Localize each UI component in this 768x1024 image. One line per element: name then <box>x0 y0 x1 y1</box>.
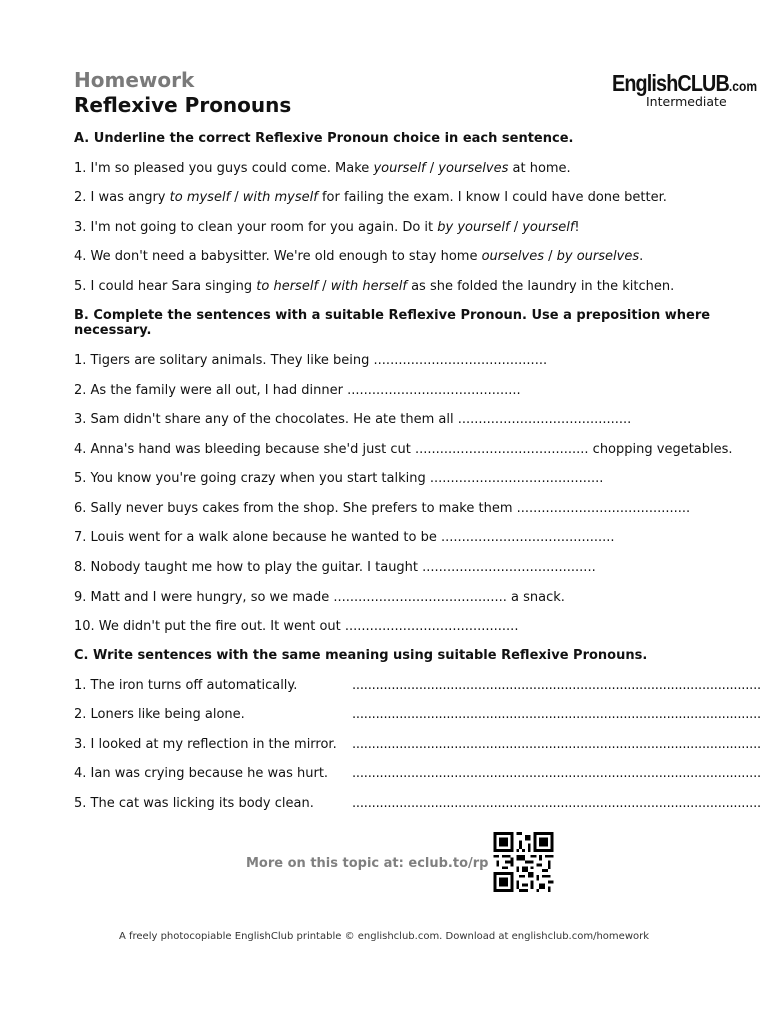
section-b-item: 4. Anna's hand was bleeding because she'd just cut .......................................... chopping vegetables. <box>74 442 733 457</box>
section-c-item <box>74 766 328 781</box>
section-c-question: 5. The cat was licking its body clean. <box>74 796 314 811</box>
section-b-item: 3. Sam didn't share any of the chocolates. He ate them all .......................................... <box>74 412 632 427</box>
section-a-item: 3. I'm not going to clean your room for you again. Do it by yourself / yourself! <box>74 220 580 235</box>
section-c-question: 2. Loners like being alone. <box>74 707 245 722</box>
section-a-heading: A. Underline the correct Reflexive Pronoun choice in each sentence. <box>74 131 574 146</box>
section-c-question: 4. Ian was crying because he was hurt. <box>74 766 329 781</box>
section-a-item: 2. I was angry to myself / with myself for failing the exam. I know I could have done better. <box>74 190 667 205</box>
section-b-heading: B. Complete the sentences with a suitable Reflexive Pronoun. Use a preposition where necessary. <box>74 308 711 338</box>
section-b-item: 5. You know you're going crazy when you start talking .......................................... <box>74 471 604 486</box>
more-topic-link[interactable]: More on this topic at: eclub.to/rp <box>246 856 489 871</box>
section-c-question: 1. The iron turns off automatically. <box>74 678 298 693</box>
answer-line: ........................................................................................................ <box>352 796 761 811</box>
answer-line: ........................................................................................................ <box>352 766 761 781</box>
footer-note: A freely photocopiable EnglishClub printable © englishclub.com. Download at englishclub.com/homework <box>118 931 650 942</box>
answer-line: ........................................................................................................ <box>352 678 761 693</box>
section-a-item: 1. I'm so pleased you guys could come. Make yourself / yourselves at home. <box>74 161 571 176</box>
section-b-item: 8. Nobody taught me how to play the guitar. I taught .......................................... <box>74 560 596 575</box>
section-b-item: 6. Sally never buys cakes from the shop. She prefers to make them .......................................... <box>74 501 691 516</box>
section-b-item: 10. We didn't put the fire out. It went out .......................................... <box>74 619 519 634</box>
logo-suffix: .com <box>728 78 758 94</box>
section-b-item: 9. Matt and I were hungry, so we made .......................................... a snack. <box>74 590 565 605</box>
answer-line: ........................................................................................................ <box>352 737 761 752</box>
section-b-item: 1. Tigers are solitary animals. They like being .......................................... <box>74 353 548 368</box>
section-c-item <box>74 707 245 722</box>
page-kicker: Homework <box>74 68 195 92</box>
qr-code-icon[interactable] <box>491 832 556 892</box>
answer-line: ........................................................................................................ <box>352 707 761 722</box>
section-c-item <box>74 796 314 811</box>
section-b-item: 7. Louis went for a walk alone because he wanted to be .......................................... <box>74 530 615 545</box>
level-label: Intermediate <box>646 94 727 109</box>
page-title: Reflexive Pronouns <box>74 93 292 117</box>
section-c-item <box>74 737 337 752</box>
section-b-item: 2. As the family were all out, I had dinner .......................................... <box>74 383 521 398</box>
section-a-item: 4. We don't need a babysitter. We're old enough to stay home ourselves / by ourselves. <box>74 249 644 264</box>
section-c-heading: C. Write sentences with the same meaning using suitable Reflexive Pronouns. <box>74 648 648 663</box>
englishclub-logo <box>612 70 757 97</box>
logo-main: EnglishCLUB <box>612 70 729 96</box>
section-c-item <box>74 678 297 693</box>
section-c-question: 3. I looked at my reflection in the mirror. <box>74 737 337 752</box>
section-a-item: 5. I could hear Sara singing to herself / with herself as she folded the laundry in the kitchen. <box>74 279 675 294</box>
